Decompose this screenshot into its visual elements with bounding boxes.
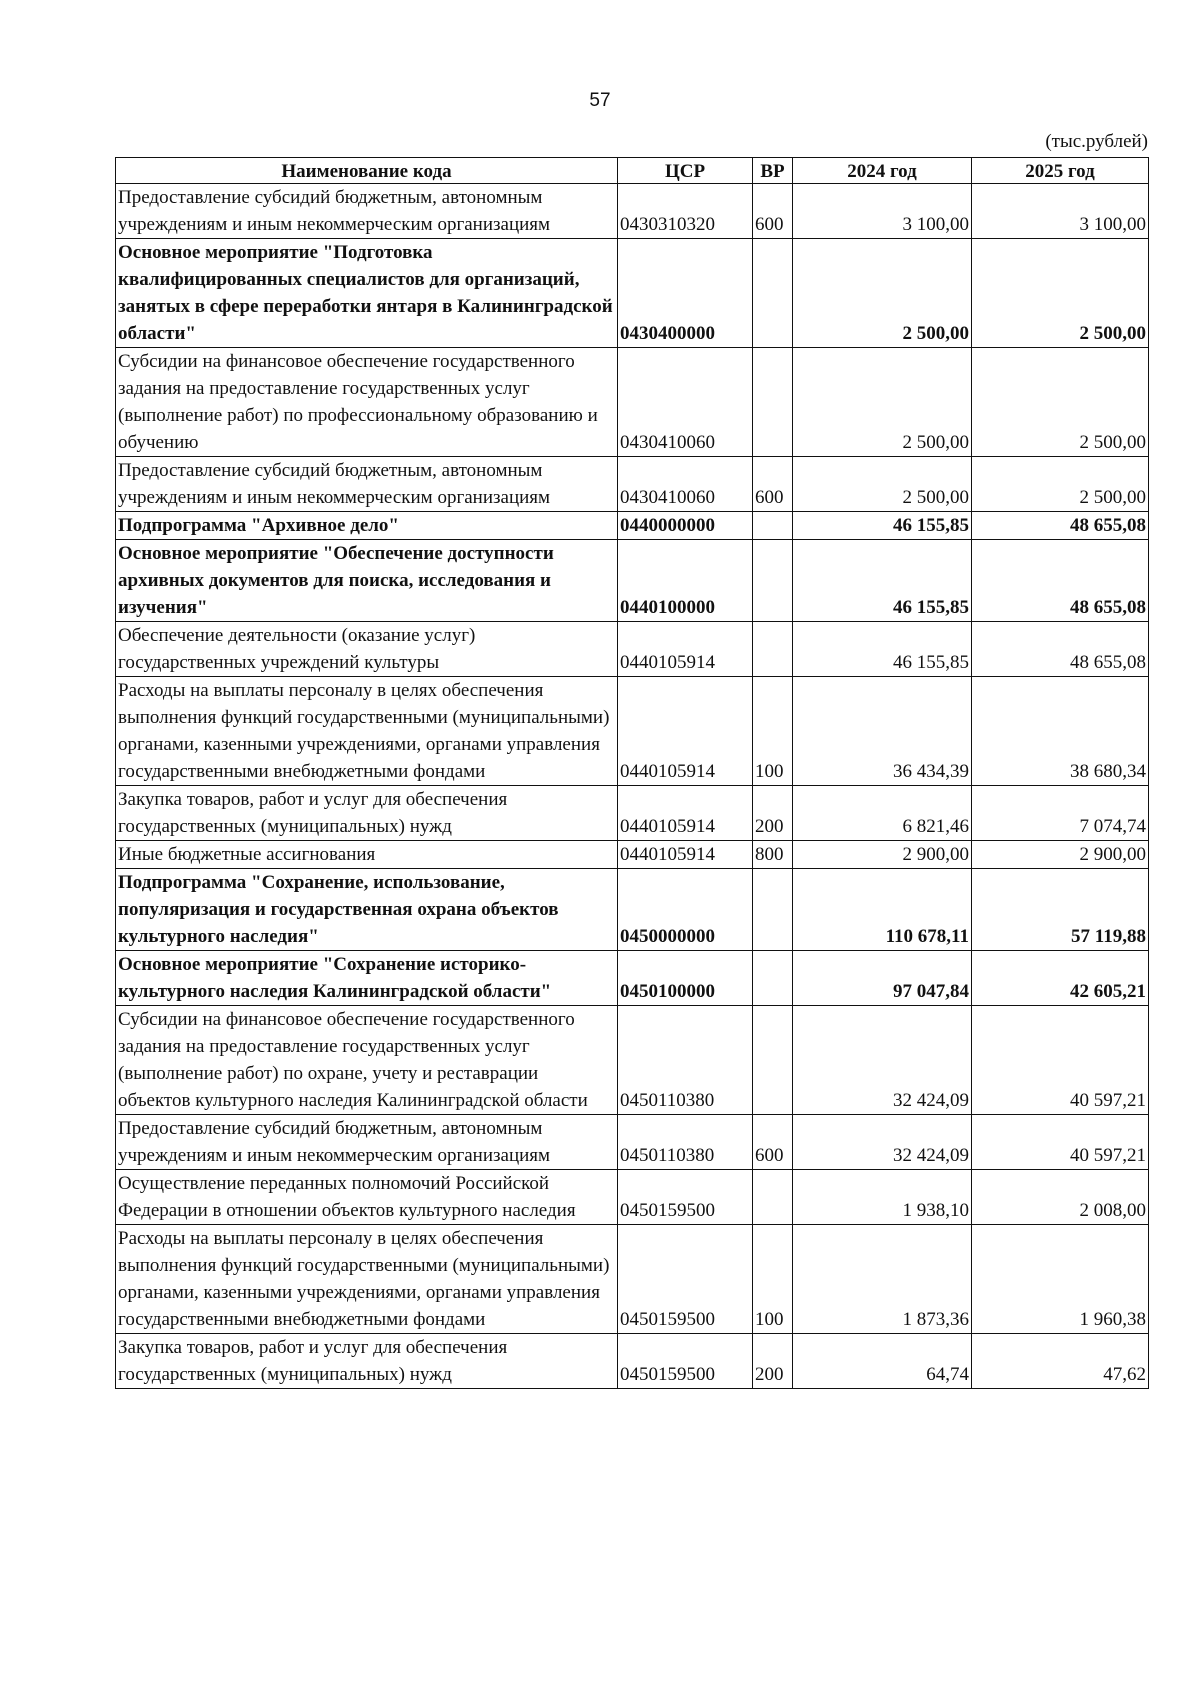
cell-2024: 1 873,36 xyxy=(793,1225,972,1334)
cell-2025: 40 597,21 xyxy=(972,1115,1149,1170)
cell-csr: 0440105914 xyxy=(618,677,753,786)
cell-2025: 40 597,21 xyxy=(972,1006,1149,1115)
cell-csr: 0430400000 xyxy=(618,239,753,348)
cell-vr: 200 xyxy=(753,786,793,841)
cell-vr xyxy=(753,951,793,1006)
cell-csr: 0450110380 xyxy=(618,1115,753,1170)
cell-2024: 110 678,11 xyxy=(793,869,972,951)
cell-2025: 47,62 xyxy=(972,1334,1149,1389)
cell-name: Иные бюджетные ассигнования xyxy=(116,841,618,869)
header-2025: 2025 год xyxy=(972,158,1149,184)
header-name: Наименование кода xyxy=(116,158,618,184)
cell-csr: 0430310320 xyxy=(618,184,753,239)
cell-name: Основное мероприятие "Сохранение историко-культурного наследия Калининградской области" xyxy=(116,951,618,1006)
cell-name: Основное мероприятие "Подготовка квалифицированных специалистов для организаций, занятых в сфере переработки янтаря в Калининградской области" xyxy=(116,239,618,348)
cell-vr xyxy=(753,540,793,622)
cell-name: Подпрограмма "Сохранение, использование, популяризация и государственная охрана объектов культурного наследия" xyxy=(116,869,618,951)
cell-2024: 32 424,09 xyxy=(793,1006,972,1115)
cell-csr: 0450159500 xyxy=(618,1170,753,1225)
cell-vr: 600 xyxy=(753,184,793,239)
table-header-row xyxy=(116,158,1149,184)
cell-2024: 46 155,85 xyxy=(793,540,972,622)
cell-csr: 0440100000 xyxy=(618,540,753,622)
cell-name: Предоставление субсидий бюджетным, автономным учреждениям и иным некоммерческим организациям xyxy=(116,457,618,512)
table-body xyxy=(116,184,1149,1389)
cell-2024: 3 100,00 xyxy=(793,184,972,239)
cell-csr: 0440105914 xyxy=(618,841,753,869)
cell-name: Предоставление субсидий бюджетным, автономным учреждениям и иным некоммерческим организациям xyxy=(116,184,618,239)
table-row xyxy=(116,951,1149,1006)
cell-2025: 2 500,00 xyxy=(972,239,1149,348)
cell-vr: 200 xyxy=(753,1334,793,1389)
cell-csr: 0450159500 xyxy=(618,1334,753,1389)
cell-name: Осуществление переданных полномочий Российской Федерации в отношении объектов культурного наследия xyxy=(116,1170,618,1225)
cell-vr xyxy=(753,239,793,348)
cell-2024: 2 500,00 xyxy=(793,239,972,348)
cell-2024: 1 938,10 xyxy=(793,1170,972,1225)
table-row xyxy=(116,1006,1149,1115)
header-vr: ВР xyxy=(753,158,793,184)
table-row xyxy=(116,1170,1149,1225)
cell-name: Подпрограмма "Архивное дело" xyxy=(116,512,618,540)
cell-2024: 64,74 xyxy=(793,1334,972,1389)
header-2024: 2024 год xyxy=(793,158,972,184)
cell-name: Расходы на выплаты персоналу в целях обеспечения выполнения функций государственными (муниципальными) органами, казенными учреждениями, органами управления государственными внебюджетными фондами xyxy=(116,1225,618,1334)
table-row xyxy=(116,841,1149,869)
table-row xyxy=(116,348,1149,457)
cell-vr: 100 xyxy=(753,677,793,786)
cell-vr: 600 xyxy=(753,1115,793,1170)
cell-name: Субсидии на финансовое обеспечение государственного задания на предоставление государственных услуг (выполнение работ) по профессиональному образованию и обучению xyxy=(116,348,618,457)
cell-name: Расходы на выплаты персоналу в целях обеспечения выполнения функций государственными (муниципальными) органами, казенными учреждениями, органами управления государственными внебюджетными фондами xyxy=(116,677,618,786)
cell-2024: 46 155,85 xyxy=(793,512,972,540)
cell-csr: 0430410060 xyxy=(618,348,753,457)
table-row xyxy=(116,512,1149,540)
cell-2025: 2 900,00 xyxy=(972,841,1149,869)
cell-2025: 48 655,08 xyxy=(972,622,1149,677)
cell-2025: 42 605,21 xyxy=(972,951,1149,1006)
cell-2025: 48 655,08 xyxy=(972,512,1149,540)
cell-2024: 36 434,39 xyxy=(793,677,972,786)
table-row xyxy=(116,1225,1149,1334)
cell-2025: 38 680,34 xyxy=(972,677,1149,786)
cell-name: Основное мероприятие "Обеспечение доступности архивных документов для поиска, исследования и изучения" xyxy=(116,540,618,622)
cell-2025: 57 119,88 xyxy=(972,869,1149,951)
cell-csr: 0450159500 xyxy=(618,1225,753,1334)
table-row xyxy=(116,1115,1149,1170)
cell-name: Предоставление субсидий бюджетным, автономным учреждениям и иным некоммерческим организациям xyxy=(116,1115,618,1170)
cell-2025: 3 100,00 xyxy=(972,184,1149,239)
cell-csr: 0430410060 xyxy=(618,457,753,512)
table-row xyxy=(116,869,1149,951)
cell-2025: 2 008,00 xyxy=(972,1170,1149,1225)
cell-2024: 32 424,09 xyxy=(793,1115,972,1170)
cell-2024: 2 500,00 xyxy=(793,457,972,512)
cell-2025: 2 500,00 xyxy=(972,457,1149,512)
cell-name: Закупка товаров, работ и услуг для обеспечения государственных (муниципальных) нужд xyxy=(116,1334,618,1389)
cell-2025: 7 074,74 xyxy=(972,786,1149,841)
cell-csr: 0440000000 xyxy=(618,512,753,540)
cell-2025: 48 655,08 xyxy=(972,540,1149,622)
cell-2024: 6 821,46 xyxy=(793,786,972,841)
cell-2024: 46 155,85 xyxy=(793,622,972,677)
cell-vr xyxy=(753,622,793,677)
cell-name: Субсидии на финансовое обеспечение государственного задания на предоставление государственных услуг (выполнение работ) по охране, учету и реставрации объектов культурного наследия Калининградской области xyxy=(116,1006,618,1115)
cell-vr: 600 xyxy=(753,457,793,512)
cell-2024: 2 500,00 xyxy=(793,348,972,457)
cell-csr: 0440105914 xyxy=(618,622,753,677)
cell-name: Закупка товаров, работ и услуг для обеспечения государственных (муниципальных) нужд xyxy=(116,786,618,841)
table-row xyxy=(116,1334,1149,1389)
cell-2025: 2 500,00 xyxy=(972,348,1149,457)
cell-vr: 800 xyxy=(753,841,793,869)
cell-csr: 0450100000 xyxy=(618,951,753,1006)
table-row xyxy=(116,184,1149,239)
page-number: 57 xyxy=(589,90,611,111)
cell-vr xyxy=(753,1006,793,1115)
table-row xyxy=(116,622,1149,677)
cell-vr xyxy=(753,348,793,457)
table-row xyxy=(116,540,1149,622)
budget-table xyxy=(115,157,1149,1389)
table-row xyxy=(116,786,1149,841)
cell-csr: 0450000000 xyxy=(618,869,753,951)
table-row xyxy=(116,239,1149,348)
cell-2024: 2 900,00 xyxy=(793,841,972,869)
cell-vr xyxy=(753,512,793,540)
table-row xyxy=(116,457,1149,512)
cell-vr: 100 xyxy=(753,1225,793,1334)
units-label: (тыс.рублей) xyxy=(1045,131,1148,152)
header-csr: ЦСР xyxy=(618,158,753,184)
cell-2024: 97 047,84 xyxy=(793,951,972,1006)
cell-vr xyxy=(753,869,793,951)
cell-2025: 1 960,38 xyxy=(972,1225,1149,1334)
cell-name: Обеспечение деятельности (оказание услуг) государственных учреждений культуры xyxy=(116,622,618,677)
cell-csr: 0440105914 xyxy=(618,786,753,841)
table-row xyxy=(116,677,1149,786)
cell-vr xyxy=(753,1170,793,1225)
cell-csr: 0450110380 xyxy=(618,1006,753,1115)
